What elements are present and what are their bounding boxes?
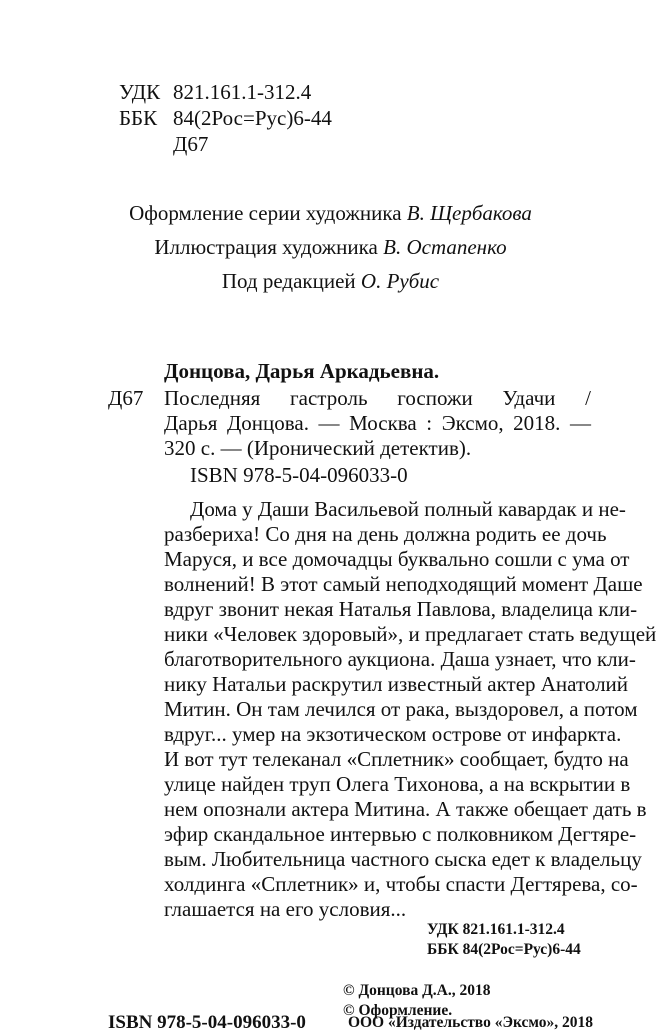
- illustration-text: Иллюстрация художника: [154, 235, 378, 259]
- annotation-line: ники «Человек здоровый», и предлагает стать ведущей: [164, 622, 657, 646]
- bbk-value: 84(2Рос=Рус)6-44: [173, 106, 332, 130]
- catalog-isbn: ISBN 978-5-04-096033-0: [190, 463, 408, 487]
- annotation-line: улице найден труп Олега Тихонова, а на вскрытии в: [164, 772, 631, 796]
- annotation-line: Дома у Даши Васильевой полный кавардак и не-: [190, 497, 626, 521]
- author-mark: Д67: [173, 132, 209, 156]
- series-design-credit: [0, 201, 661, 225]
- annotation-line: И вот тут телеканал «Сплетник» сообщает, будто на: [164, 747, 629, 771]
- annotation-line: волнений! В этот самый неподходящий момент Даше: [164, 572, 643, 596]
- bbk-line: [119, 106, 332, 130]
- catalog-desc-line: Последняя гастроль госпожи Удачи /: [164, 386, 591, 410]
- series-design-name: В. Щербакова: [406, 201, 532, 225]
- copyright-author: © Донцова Д.А., 2018: [343, 982, 491, 999]
- series-design-text: Оформление серии художника: [129, 201, 402, 225]
- udk-value: 821.161.1-312.4: [173, 80, 312, 104]
- catalog-author: Донцова, Дарья Аркадьевна.: [164, 359, 440, 383]
- copyright-publisher: ООО «Издательство «Эксмо», 2018: [347, 1014, 593, 1031]
- editor-name: О. Рубис: [360, 269, 440, 293]
- annotation-line: благотворительного аукциона. Даша узнает, что кли-: [164, 647, 636, 671]
- annotation-line: вым. Любительница частного сыска едет к владельцу: [164, 847, 642, 871]
- annotation-line: Маруся, и все домочадцы буквально сошли с ума от: [164, 547, 630, 571]
- annotation-line: вдруг... умер на экзотическом острове от инфаркта.: [164, 722, 622, 746]
- annotation-line: холдинга «Сплетник» и, чтобы спасти Дегтярева, со-: [164, 872, 638, 896]
- copyright-design: © Оформление.: [343, 1002, 453, 1019]
- annotation-line: эфир скандальное интервью с полковником Дегтяре-: [164, 822, 637, 846]
- footer-isbn: ISBN 978-5-04-096033-0: [108, 1012, 306, 1033]
- annotation-line: нем опознали актера Митина. А также обещает дать в: [164, 797, 647, 821]
- footer-bbk: ББК 84(2Рос=Рус)6-44: [427, 941, 581, 958]
- annotation-line: разбериха! Со дня на день должна родить ее дочь: [164, 522, 607, 546]
- bbk-label: ББК: [119, 106, 158, 130]
- catalog-mark: Д67: [108, 386, 144, 410]
- footer-udk: УДК 821.161.1-312.4: [427, 921, 565, 938]
- illustration-credit: [0, 235, 661, 259]
- catalog-desc-line: Дарья Донцова. — Москва : Эксмо, 2018. —: [164, 411, 591, 435]
- editor-text: Под редакцией: [221, 269, 356, 293]
- annotation-line: глашается на его условия...: [164, 897, 407, 921]
- annotation-line: Митин. Он там лечился от рака, выздоровел, а потом: [164, 697, 638, 721]
- catalog-desc-line: 320 с. — (Иронический детектив).: [164, 436, 472, 460]
- annotation-line: нику Натальи раскрутил известный актер Анатолий: [164, 672, 629, 696]
- annotation-line: вдруг звонит некая Наталья Павлова, владелица кли-: [164, 597, 638, 621]
- editor-credit: [0, 269, 661, 293]
- udk-line: [119, 80, 311, 104]
- illustration-name: В. Остапенко: [383, 235, 507, 259]
- udk-label: УДК: [119, 80, 161, 104]
